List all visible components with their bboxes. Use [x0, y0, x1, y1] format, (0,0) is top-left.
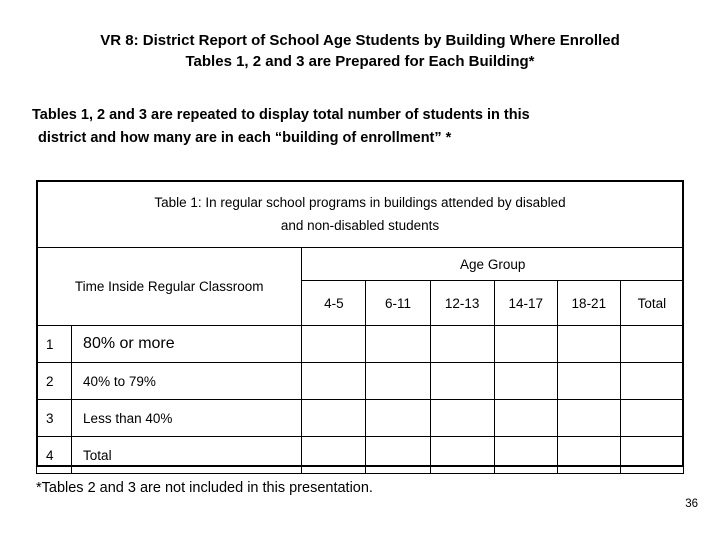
row-number: 3	[37, 400, 72, 437]
table-caption-line-2: and non-disabled students	[280, 218, 440, 233]
data-cell-6-11[interactable]	[366, 437, 430, 474]
data-cell-14-17[interactable]	[494, 326, 557, 363]
intro-line-1: Tables 1, 2 and 3 are repeated to display total number of students in this	[32, 107, 530, 123]
column-header-6-11: 6-11	[366, 281, 430, 326]
table-row	[37, 363, 684, 400]
data-cell-6-11[interactable]	[366, 326, 430, 363]
data-cell-4-5[interactable]	[302, 437, 366, 474]
data-cell-12-13[interactable]	[430, 400, 494, 437]
data-cell-12-13[interactable]	[430, 326, 494, 363]
table-caption-row	[37, 181, 684, 248]
table-row	[37, 400, 684, 437]
page-number: 36	[685, 498, 698, 510]
column-header-12-13: 12-13	[430, 281, 494, 326]
table-group-header-row	[37, 248, 684, 281]
data-cell-6-11[interactable]	[366, 400, 430, 437]
page-title-line-2: Tables 1, 2 and 3 are Prepared for Each Building*	[185, 53, 535, 70]
table-caption-line-1: Table 1: In regular school programs in buildings attended by disabled	[154, 195, 566, 210]
intro-line-2: district and how many are in each “building of enrollment” *	[38, 130, 452, 146]
data-cell-14-17[interactable]	[494, 437, 557, 474]
data-cell-18-21[interactable]	[557, 437, 620, 474]
footnote: *Tables 2 and 3 are not included in this presentation.	[36, 480, 373, 496]
row-number: 2	[37, 363, 72, 400]
data-cell-14-17[interactable]	[494, 400, 557, 437]
table-caption	[37, 181, 684, 248]
data-cell-total[interactable]	[620, 437, 683, 474]
intro-paragraph	[32, 104, 692, 150]
row-label: Total	[72, 437, 302, 474]
data-cell-total[interactable]	[620, 400, 683, 437]
column-header-18-21: 18-21	[557, 281, 620, 326]
data-cell-total[interactable]	[620, 363, 683, 400]
row-label: 80% or more	[72, 326, 302, 363]
data-cell-18-21[interactable]	[557, 363, 620, 400]
report-table	[36, 180, 684, 474]
data-cell-12-13[interactable]	[430, 437, 494, 474]
column-header-14-17: 14-17	[494, 281, 557, 326]
data-cell-6-11[interactable]	[366, 363, 430, 400]
row-label-header: Time Inside Regular Classroom	[37, 248, 302, 326]
data-cell-total[interactable]	[620, 326, 683, 363]
row-number: 4	[37, 437, 72, 474]
row-label: Less than 40%	[72, 400, 302, 437]
data-cell-4-5[interactable]	[302, 363, 366, 400]
data-cell-4-5[interactable]	[302, 400, 366, 437]
column-header-total: Total	[620, 281, 683, 326]
column-header-4-5: 4-5	[302, 281, 366, 326]
row-label: 40% to 79%	[72, 363, 302, 400]
page-title	[30, 30, 690, 72]
data-cell-12-13[interactable]	[430, 363, 494, 400]
age-group-header: Age Group	[302, 248, 684, 281]
table-row	[37, 437, 684, 474]
table-row	[37, 326, 684, 363]
data-cell-18-21[interactable]	[557, 400, 620, 437]
data-cell-18-21[interactable]	[557, 326, 620, 363]
page-title-line-1: VR 8: District Report of School Age Students by Building Where Enrolled	[100, 32, 620, 49]
row-number: 1	[37, 326, 72, 363]
data-cell-14-17[interactable]	[494, 363, 557, 400]
data-cell-4-5[interactable]	[302, 326, 366, 363]
